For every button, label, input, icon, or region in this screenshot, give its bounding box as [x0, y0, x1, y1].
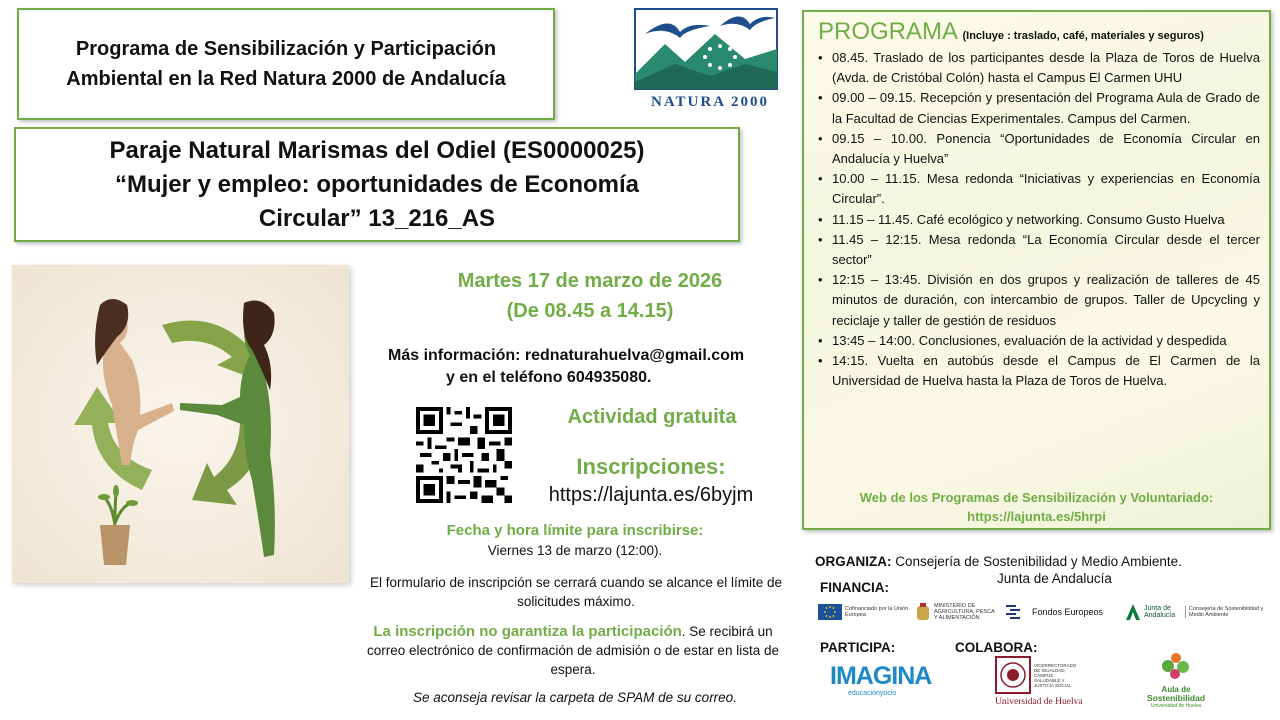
organiza-line1: Consejería de Sostenibilidad y Medio Ambiente.: [895, 554, 1182, 569]
programa-item: • 11.15 – 11.45. Café ecológico y networking. Consumo Gusto Huelva: [814, 210, 1260, 230]
guarantee-text: . Se recibirá un correo electrónico de confirmación de admisión o de estar en lista de espera.: [367, 624, 779, 677]
programa-subtitle: (Incluye : traslado, café, materiales y seguros): [962, 30, 1204, 42]
qr-code-icon: [416, 407, 512, 503]
inscription-label: Inscripciones:: [576, 454, 726, 479]
ministerio-text: MINISTERIO DE AGRICULTURA, PESCA Y ALIMENTACIÓN: [934, 603, 995, 621]
programa-web: [804, 488, 1269, 526]
junta-andalucia-logo: [1125, 600, 1275, 624]
programa-item: • 11.45 – 12:15. Mesa redonda “La Economía Circular desde el tercer sector”: [814, 230, 1260, 270]
programa-heading: [818, 18, 1204, 46]
programa-web-label: Web de los Programas de Sensibilización y Voluntariado:: [859, 490, 1214, 505]
imagina-logo: [830, 662, 945, 706]
eu-flag-icon: [818, 604, 842, 620]
imagina-logo-sub: educaciónyocio: [848, 690, 897, 697]
aula-sostenibilidad-icon: [1156, 652, 1196, 680]
eu-cofinanciado-logo: [818, 601, 912, 623]
event-title-line2: “Mujer y empleo: oportunidades de Economía: [114, 170, 640, 198]
programa-item: • 09.15 – 10.00. Ponencia “Oportunidades de Economía Circular en Andalucía y Huelva”: [814, 129, 1260, 169]
contact-email-line[interactable]: Más información: rednaturahuelva@gmail.com: [388, 347, 745, 364]
programa-item: • 10.00 – 11.15. Mesa redonda “Iniciativas y experiencias en Economía Circular”.: [814, 169, 1260, 209]
programa-item: • 14:15. Vuelta en autobús desde el Campus de El Carmen de la Universidad de Huelva hasta la Plaza de Toros de Huelva.: [814, 351, 1260, 391]
deadline-label: Fecha y hora límite para inscribirse:: [446, 522, 704, 539]
financia-label: FINANCIA:: [820, 580, 889, 595]
deadline-value: Viernes 13 de marzo (12:00).: [487, 543, 663, 558]
eu-cofinanciado-text: Cofinanciado por la Unión Europea: [845, 606, 909, 618]
programa-list: [814, 48, 1260, 391]
consejeria-text: Consejería de Sostenibilidad y Medio Ambiente: [1185, 606, 1269, 618]
imagina-logo-text: IMAGINA: [830, 662, 932, 690]
program-title-line1: Programa de Sensibilización y Participación: [75, 38, 497, 60]
program-title-line2: Ambiental en la Red Natura 2000 de Andalucía: [66, 68, 506, 90]
spam-note: Se aconseja revisar la carpeta de SPAM de su correo.: [413, 690, 737, 705]
event-hours: (De 08.45 a 14.15): [506, 300, 674, 322]
fondos-europeos-text: Fondos Europeos: [1032, 607, 1104, 617]
programa-box: [802, 10, 1271, 530]
event-title-box: [14, 127, 740, 242]
junta-andalucia-text: Junta de Andalucía: [1144, 605, 1176, 619]
event-title-line3: Circular” 13_216_AS: [258, 204, 496, 232]
contact-phone-line: y en el teléfono 604935080.: [446, 369, 652, 386]
event-date-block: [390, 266, 790, 326]
programa-item: • 08.45. Traslado de los participantes desde la Plaza de Toros de Huelva (Avda. de Cristóbal Colón) hasta el Campus El Carmen UHU: [814, 48, 1260, 88]
junta-andalucia-icon: [1125, 603, 1141, 621]
guarantee-label: La inscripción no garantiza la participación: [373, 623, 682, 640]
free-activity-label: Actividad gratuita: [567, 406, 737, 428]
programa-title: PROGRAMA: [818, 18, 959, 45]
aula-text-2: Sostenibilidad: [1146, 693, 1206, 703]
organiza-line2: Junta de Andalucía: [997, 571, 1112, 586]
uhu-name-text: Universidad de Huelva: [995, 697, 1083, 707]
programa-item: • 09.00 – 09.15. Recepción y presentación del Programa Aula de Grado de la Facultad de Ciencias Experimentales. Campus del Carmen.: [814, 88, 1260, 128]
aula-sub: Universidad de Huelva: [1150, 703, 1202, 709]
programa-item: • 12:15 – 13:45. División en dos grupos y realización de talleres de 45 minutos de duración, con intercambio de grupos. Taller de Upcycling y reciclaje y taller de gestión de residuos: [814, 270, 1260, 331]
program-title-box: [17, 8, 555, 120]
ministerio-logo: [915, 600, 1003, 624]
circular-economy-illustration: [12, 265, 349, 583]
uhu-vicerrectorado-text: VICERRECTORADO DE IGUALDAD, CAMPUS SALUDABLE Y JUSTICIA SOCIAL: [1034, 662, 1077, 688]
fondos-europeos-logo: [1006, 600, 1116, 624]
natura-2000-logo-text: NATURA 2000: [651, 94, 769, 110]
women-recycling-icon: [12, 265, 349, 583]
contact-info: [388, 345, 798, 389]
uhu-seal-icon: [995, 656, 1031, 694]
fondos-europeos-icon: [1006, 603, 1028, 621]
guarantee-note: [356, 622, 790, 679]
participa-label: PARTICIPA:: [820, 640, 896, 655]
form-close-note: El formulario de inscripción se cerrará cuando se alcance el límite de solicitudes máximo.: [370, 575, 782, 609]
inscription-link[interactable]: https://lajunta.es/6byjm: [548, 484, 754, 506]
programa-item: • 13:45 – 14:00. Conclusiones, evaluación de la actividad y despedida: [814, 331, 1260, 351]
organiza-label: ORGANIZA:: [815, 554, 892, 569]
universidad-huelva-logo: [995, 656, 1081, 714]
natura-2000-logo: [625, 4, 787, 116]
aula-sostenibilidad-logo: [1145, 652, 1207, 712]
programa-web-link[interactable]: https://lajunta.es/5hrpi: [967, 509, 1106, 524]
event-date: Martes 17 de marzo de 2026: [457, 270, 723, 292]
aula-text-1: Aula de: [1161, 685, 1191, 694]
colabora-label: COLABORA:: [955, 640, 1038, 655]
spain-coat-of-arms-icon: [915, 602, 931, 622]
qr-code[interactable]: [416, 407, 512, 503]
event-title-line1: Paraje Natural Marismas del Odiel (ES0000025): [109, 136, 645, 164]
